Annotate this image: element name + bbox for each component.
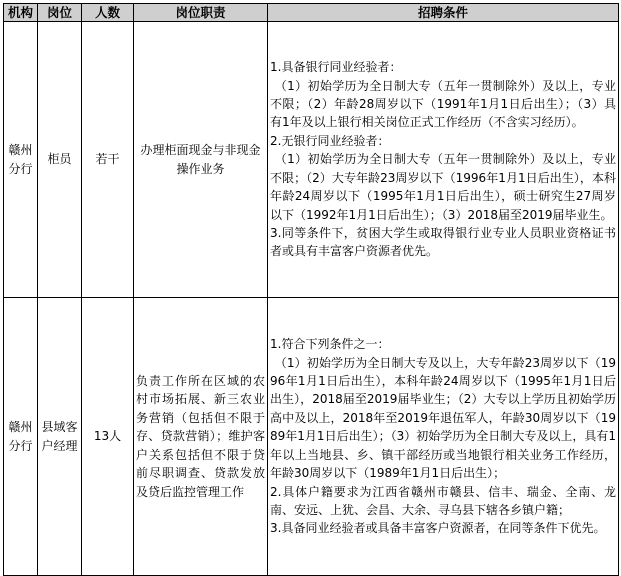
requirement-line: 1.符合下列条件之一：: [270, 337, 390, 352]
header-position: 岗位: [38, 4, 82, 22]
cell-org: 赣州分行: [4, 22, 38, 298]
header-duty: 岗位职责: [134, 4, 268, 22]
requirement-line: （1）初始学历为全日制大专及以上，大专年龄23周岁以下（1996年1月1日后出生），本科年龄24周岁以下（1995年1月1日后出生），2018届至2019届毕业生；（2）大专以上学历且初始学历高中及以上，2018年至2019年退伍军人，年龄30周岁以下（1989年1月1日后出生）；（3）初始学历为全日制大专及以上，具有1年以上当地县、乡、镇干部经历或当地银行相关业务工作经历，年龄30周岁以下（1989年1月1日后出生）；: [270, 355, 616, 481]
cell-position: 柜员: [38, 22, 82, 298]
cell-duty: 负责工作所在区域的农村市场拓展、新三农业务营销（包括但不限于存、贷款营销）；维护客户关系包括但不限于贷前尽职调查、贷款发放及贷后监控管理工作: [134, 298, 268, 576]
requirement-line: （1）初始学历为全日制大专（五年一贯制除外）及以上，专业不限；（2）大专年龄23周岁以下（1996年1月1日后出生），本科年龄24周岁以下（1995年1月1日后出生），硕士研究生27周岁以下（1992年1月1日后出生）；（3）2018届至2019届毕业生。: [270, 152, 616, 222]
cell-count: 若干: [82, 22, 134, 298]
cell-requirements: [268, 298, 619, 576]
requirement-line: 2.具体户籍要求为江西省赣州市赣县、信丰、瑞金、全南、龙南、安远、上犹、会昌、大余、寻乌县下辖各乡镇户籍；: [270, 484, 616, 517]
cell-count: 13人: [82, 298, 134, 576]
recruitment-table: [3, 3, 619, 576]
cell-position: 县域客户经理: [38, 298, 82, 576]
table-row: [4, 298, 619, 576]
cell-requirements: [268, 22, 619, 298]
requirement-line: 2.无银行同业经验者：: [270, 133, 390, 148]
requirement-line: （1）初始学历为全日制大专（五年一贯制除外）及以上，专业不限；（2）年龄28周岁以下（1991年1月1日后出生）；（3）具有1年及以上银行相关岗位正式工作经历（不含实习经历）。: [270, 78, 616, 130]
cell-org: 赣州分行: [4, 298, 38, 576]
table-row: [4, 22, 619, 298]
header-org: 机构: [4, 4, 38, 22]
requirement-line: 1.具备银行同业经验者：: [270, 60, 402, 75]
header-requirements: 招聘条件: [268, 4, 619, 22]
cell-duty: 办理柜面现金与非现金操作业务: [134, 22, 268, 298]
requirement-line: 3.同等条件下，贫困大学生或取得银行业专业人员职业资格证书者或具有丰富客户资源者优先。: [270, 225, 616, 259]
header-count: 人数: [82, 4, 134, 22]
requirement-line: 3.具备同业经验者或具备丰富客户资源者，在同等条件下优先。: [270, 521, 606, 536]
table-header-row: [4, 4, 619, 22]
